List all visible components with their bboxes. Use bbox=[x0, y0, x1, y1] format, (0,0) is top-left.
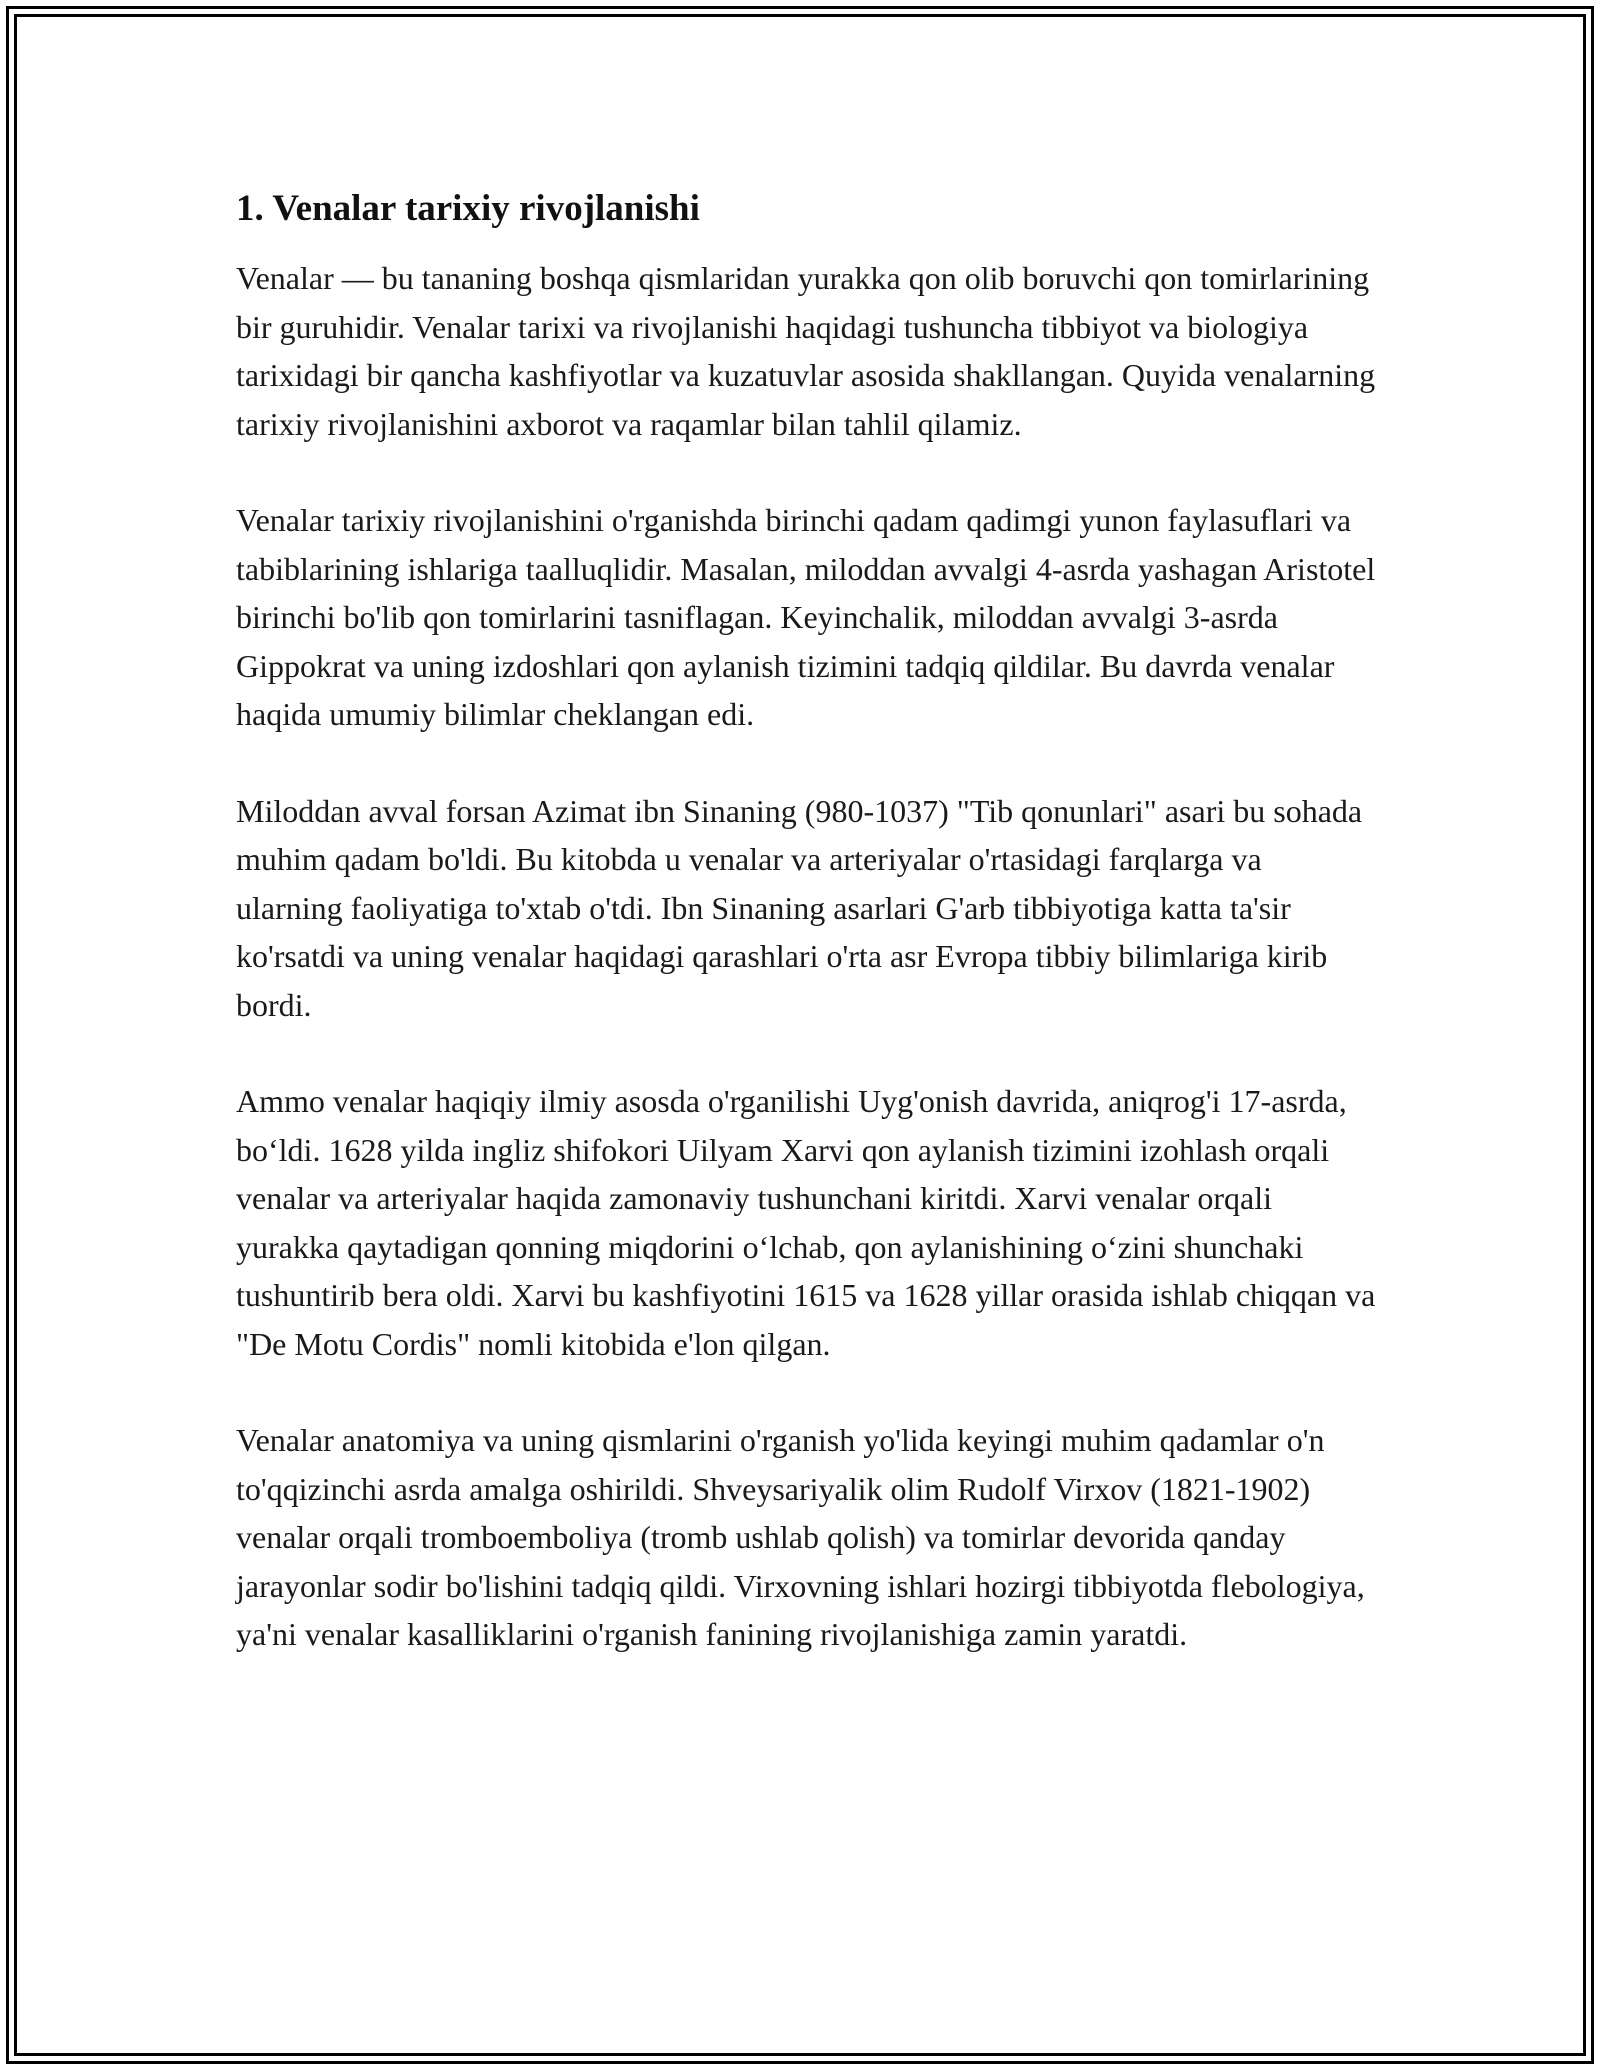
paragraph-intro: Venalar — bu tananing boshqa qismlaridan yurakka qon olib boruvchi qon tomirlarining bir guruhidir. Venalar tarixi va rivojlanishi haqidagi tushuncha tibbiyot va biologiya tarixidagi bir qancha kashfiyotlar va kuzatuvlar asosida shakllangan. Quyida venalarning tarixiy rivojlanishini axborot va raqamlar bilan tahlil qilamiz. bbox=[236, 260, 1376, 442]
paragraph-harvey: Ammo venalar haqiqiy ilmiy asosda o'rganilishi Uyg'onish davrida, aniqrog'i 17-asrda, bo‘ldi. 1628 yilda ingliz shifokori Uilyam Xarvi qon aylanish tizimini izohlash orqali venalar va arteriyalar haqida zamonaviy tushunchani kiritdi. Xarvi venalar orqali yurakka qaytadigan qonning miqdorini o‘lchab, qon aylanishining o‘zini shunchaki tushuntirib bera oldi. Xarvi bu kashfiyotini 1615 va 1628 yillar orasida ishlab chiqqan va "De Motu Cordis" nomli kitobida e'lon qilgan. bbox=[236, 1083, 1376, 1362]
section-heading: 1. Venalar tarixiy rivojlanishi bbox=[236, 188, 700, 229]
paragraph-ibn-sina: Miloddan avval forsan Azimat ibn Sinaning (980-1037) "Tib qonunlari" asari bu sohada muhim qadam bo'ldi. Bu kitobda u venalar va arteriyalar o'rtasidagi farqlarga va ularning faoliyatiga to'xtab o'tdi. Ibn Sinaning asarlari G'arb tibbiyotiga katta ta'sir ko'rsatdi va uning venalar haqidagi qarashlari o'rta asr Evropa tibbiy bilimlariga kirib bordi. bbox=[236, 792, 1363, 1023]
paragraph-ancient-greece: Venalar tarixiy rivojlanishini o'rganishda birinchi qadam qadimgi yunon faylasuflari va tabiblarining ishlariga taalluqlidir. Masalan, miloddan avvalgi 4-asrda yashagan Aristotel birinchi bo'lib qon tomirlarini tasniflagan. Keyinchalik, miloddan avvalgi 3-asrda Gippokrat va uning izdoshlari qon aylanish tizimini tadqiq qildilar. Bu davrda venalar haqida umumiy bilimlar cheklangan edi. bbox=[236, 502, 1376, 732]
paragraph-virchow: Venalar anatomiya va uning qismlarini o'rganish yo'lida keyingi muhim qadamlar o'n to'qqizinchi asrda amalga oshirildi. Shveysariyalik olim Rudolf Virxov (1821-1902) venalar orqali tromboemboliya (tromb ushlab qolish) va tomirlar devorida qanday jarayonlar sodir bo'lishini tadqiq qildi. Virxovning ishlari hozirgi tibbiyotda flebologiya, ya'ni venalar kasalliklarini o'rganish fanining rivojlanishiga zamin yaratdi. bbox=[236, 1422, 1365, 1652]
document-body bbox=[236, 186, 1376, 1707]
